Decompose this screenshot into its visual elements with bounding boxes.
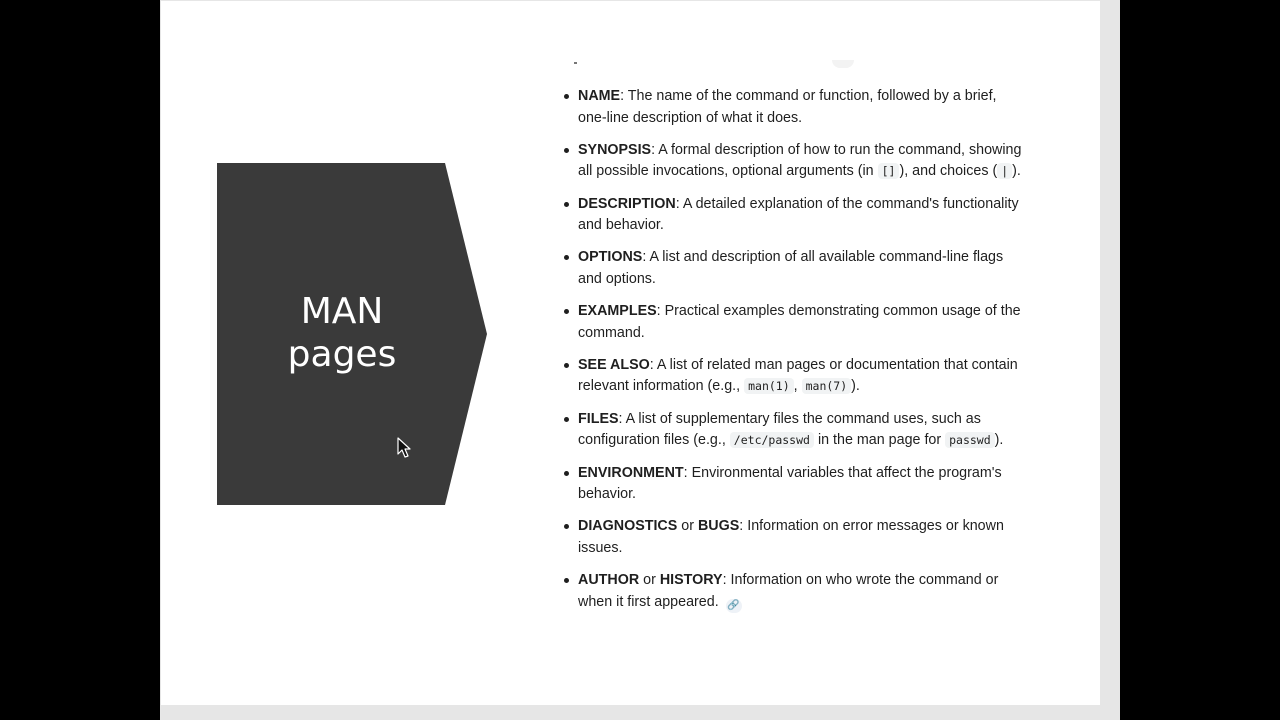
bullet — [564, 524, 569, 529]
description-part: : A list of related man pages or documentation that contain relevant information (e.g., — [578, 356, 1018, 395]
list-item-environment — [562, 463, 1022, 506]
description: : The name of the command or function, followed by a brief, one-line description of what it does. — [578, 88, 997, 126]
inline-code: | — [997, 163, 1012, 179]
term: NAME — [578, 88, 621, 104]
term: DIAGNOSTICS — [578, 518, 678, 535]
description: : Information on error messages or known issues. — [578, 518, 1004, 556]
description: : Practical examples demonstrating common usage of the command. — [578, 303, 1021, 341]
list-item-synopsis — [562, 140, 1022, 183]
description-part: : A list of supplementary files the command uses, such as configuration files (e.g., — [578, 410, 981, 449]
description: : A detailed explanation of the command's functionality and behavior. — [578, 195, 1019, 234]
inline-code: passwd — [945, 432, 995, 448]
bullet — [564, 148, 569, 153]
bullet — [564, 578, 569, 583]
description: : Environmental variables that affect the program's behavior. — [578, 464, 1002, 503]
inline-code: /etc/passwd — [730, 432, 814, 448]
term: FILES — [578, 410, 619, 427]
term: DESCRIPTION — [578, 195, 676, 212]
description-part: ). — [994, 432, 1004, 449]
term: SEE ALSO — [578, 356, 650, 373]
description: : A list and description of all available command-line flags and options. — [578, 249, 1004, 287]
joiner: or — [677, 518, 698, 535]
term: EXAMPLES — [578, 303, 657, 320]
clipped-text-fragment — [574, 62, 577, 64]
man-sections-list — [562, 86, 1022, 624]
inline-code: man(1) — [744, 378, 794, 394]
description-part: in the man page for — [813, 432, 946, 449]
bullet — [564, 309, 569, 314]
list-item-description — [562, 194, 1022, 237]
description: : Information on who wrote the command or when it first appeared. — [578, 572, 999, 610]
term: HISTORY — [659, 572, 723, 589]
bullet — [564, 94, 569, 99]
description-part: , — [793, 378, 802, 395]
list-item-files — [562, 409, 1022, 452]
description-part: ), and choices ( — [899, 163, 998, 180]
list-item-author — [562, 570, 1022, 613]
list-item-diagnostics — [562, 516, 1022, 559]
joiner: or — [639, 572, 660, 589]
term: SYNOPSIS — [578, 141, 652, 158]
bullet — [564, 471, 569, 476]
list-item-options — [562, 247, 1022, 290]
term: ENVIRONMENT — [578, 464, 684, 481]
shape-title-line2: pages — [287, 334, 397, 375]
description-part: ). — [851, 378, 860, 395]
description-part: : A formal description of how to run the command, showing all possible invocations, optional arguments (in — [578, 141, 1022, 180]
bullet — [564, 255, 569, 260]
shape-title-line1: MAN — [300, 291, 384, 332]
term: BUGS — [697, 518, 740, 535]
description-part: ). — [1012, 163, 1021, 180]
inline-code: man(7) — [802, 378, 852, 394]
link-icon[interactable]: 🔗 — [727, 599, 740, 611]
inline-code: [] — [878, 163, 900, 179]
list-item-see-also — [562, 355, 1022, 398]
mouse-cursor-icon — [397, 437, 411, 459]
list-item-examples — [562, 301, 1022, 344]
bullet — [564, 363, 569, 368]
term: OPTIONS — [578, 249, 643, 266]
shape-title — [217, 290, 467, 376]
bullet — [564, 417, 569, 422]
bullet — [564, 202, 569, 207]
term: AUTHOR — [578, 572, 640, 589]
list-item-name — [562, 86, 1022, 129]
